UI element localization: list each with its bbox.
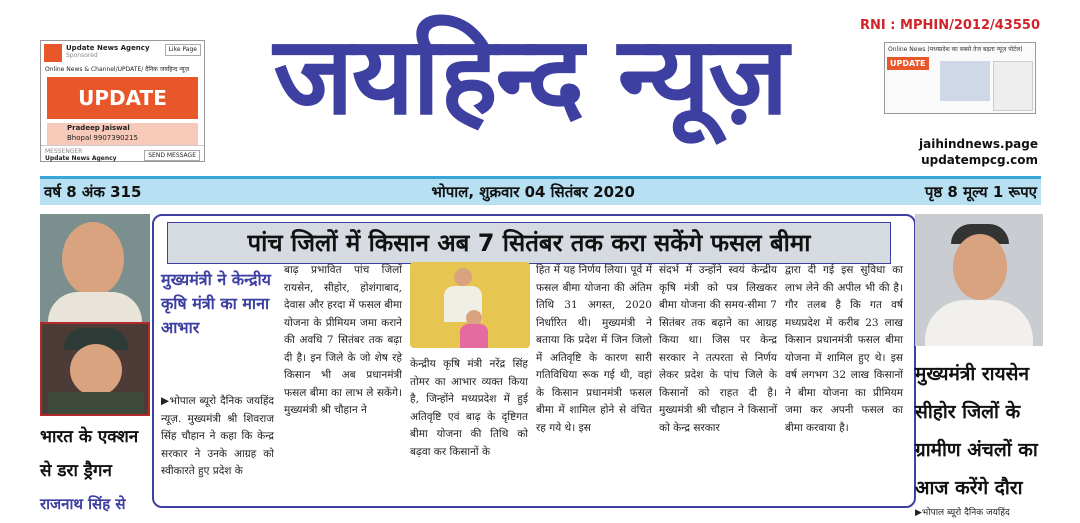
- photo-general: [40, 322, 150, 416]
- child-shape: [460, 324, 488, 348]
- rni-number: RNI : MPHIN/2012/43550: [860, 18, 1040, 33]
- shirt-shape: [925, 300, 1033, 346]
- article-subhead: मुख्यमंत्री ने केन्द्रीय कृषि मंत्री का माना आभार: [161, 270, 271, 337]
- article-lead: ▶भोपाल ब्यूरो दैनिक जयहिंद न्यूज़. मुख्यमंत्री श्री शिवराज सिंह चौहान ने कहा कि केन्द्र सरकार ने उनके आग्रह को स्वीकारते हुए प्रदेश के: [161, 395, 274, 477]
- article-headline[interactable]: पांच जिलों में किसान अब 7 सितंबर तक करा सकेंगे फसल बीमा: [167, 222, 891, 264]
- contact-name: Pradeep Jaiswal: [67, 124, 130, 132]
- face-icon: [454, 268, 472, 286]
- issue-number: वर्ष 8 अंक 315: [44, 183, 142, 201]
- ad-contact: [47, 123, 198, 145]
- article-column-3: केन्द्रीय कृषि मंत्री नरेंद्र सिंह तोमर का आभार व्यक्त किया है, जिन्होंने मध्यप्रदेश में हुई अतिवृष्टि एवं बाढ़ के दृष्टिगत बीमा योजना की तिथि को बढ़वा कर किसानों के: [410, 358, 528, 458]
- like-page-button[interactable]: Like Page: [165, 44, 201, 56]
- messenger-label: MESSENGER: [45, 148, 83, 155]
- ad-agency-name: Update News Agency: [66, 44, 150, 52]
- page-price: पृष्ठ 8 मूल्य 1 रूपए: [924, 183, 1037, 201]
- site-link-1[interactable]: jaihindnews.page: [919, 137, 1038, 151]
- uniform-shape: [48, 392, 144, 414]
- face-icon: [953, 234, 1007, 300]
- masthead-title: जयहिन्द न्यूज़: [273, 14, 787, 139]
- face-icon: [62, 222, 124, 296]
- photo-chief-minister: [915, 214, 1043, 346]
- suit-shape: [48, 292, 142, 322]
- contact-line: Bhopal 9907390215: [67, 134, 138, 142]
- send-message-button[interactable]: SEND MESSAGE: [144, 150, 200, 161]
- article-column-4: हित में यह निर्णय लिया। पूर्व में फसल बीमा योजना की अंतिम तिथि 31 अगस्त, 2020 निर्धारित थी। मुख्यमंत्री ने बताया कि प्रदेश में जिन जिलो में अतिवृष्टि के कारण सारी गतिविधिया रूक गई थी, वहां के किसान प्रधानमंत्री फसल बीमा में शामिल होने से वंचित रह गये थे। इस: [536, 264, 652, 434]
- face-icon: [70, 344, 122, 396]
- farmer-family-illustration: [410, 262, 530, 348]
- mini-ad-text: Online News (मध्यप्रदेश का सबसे तेज बढ़ता न्यूज़ पोर्टल): [888, 46, 1023, 53]
- mini-ad-image: [940, 61, 990, 101]
- website-links: [880, 136, 1038, 168]
- article-column-2: बाढ़ प्रभावित पांच जिलों रायसेन, सीहोर, होशंगाबाद, देवास और हरदा में फसल बीमा योजना के प्रीमियम जमा कराने की अवधि 7 सितंबर तक बढ़ा दी है। इन जिले के जो शेष रहे किसान भी अब प्रधानमंत्री फसल बीमा का लाभ ले सकेंगे। मुख्यमंत्री श्री चौहान ने: [284, 264, 402, 416]
- dateline-band: [40, 176, 1041, 205]
- site-link-2[interactable]: updatempcg.com: [921, 153, 1038, 167]
- footer-agency: Update News Agency: [45, 155, 117, 162]
- ad-banner[interactable]: [47, 77, 198, 119]
- right-story-headline[interactable]: मुख्यमंत्री रायसेन सीहोर जिलों के ग्रामीण अंचलों का आज करेंगे दौरा: [915, 363, 1038, 499]
- mini-ad-column: [993, 61, 1033, 111]
- left-heading-3: राजनाथ सिंह से: [40, 495, 126, 513]
- mini-ad-badge: UPDATE: [887, 57, 929, 70]
- left-heading-2: से डरा ड्रैगन: [40, 461, 112, 481]
- facebook-ad[interactable]: [40, 40, 205, 162]
- ad-footer: [41, 145, 204, 164]
- mini-ad[interactable]: [884, 42, 1036, 114]
- ad-sponsored: Sponsored: [66, 52, 98, 59]
- ad-header: [41, 41, 204, 65]
- agency-logo-icon: [44, 44, 62, 62]
- article-column-5: संदर्भ में उन्होंने स्वयं केन्द्रीय कृषि मंत्री को पत्र लिखकर बीमा योजना की समय-सीमा 7 सितंबर तक बढ़ाने का आग्रह किया था। जिस पर केन्द्र सरकार ने तत्परता से निर्णय लेकर प्रदेश के पांच जिले के किसानों को राहत दी है। मुख्यमंत्री श्री चौहान ने किसानों को केन्द्र सरकार: [659, 264, 777, 434]
- ad-banner-text: UPDATE: [78, 86, 167, 110]
- ad-tagline: Online News & Channel/UPDATE/ दैनिक जयहिन्द न्यूज़: [45, 66, 190, 73]
- left-heading-1: भारत के एक्शन: [40, 427, 139, 447]
- photo-rajnath: [40, 214, 150, 322]
- date-place: भोपाल, शुक्रवार 04 सितंबर 2020: [431, 183, 635, 201]
- article-column-6: द्वारा दी गई इस सुविधा का लाभ लेने की अपील भी की है। गौर तलब है कि गत वर्ष मध्यप्रदेश में करीब 23 लाख किसान प्रधानमंत्री फसल बीमा योजना में शामिल हुए थे। इस वर्ष लगभग 32 लाख किसानों ने बीमा योजना का प्रीमियम जमा कर अपनी फसल का बीमा करवाया है।: [785, 264, 903, 434]
- right-story-byline: ▶भोपाल ब्यूरो दैनिक जयहिंद: [915, 508, 1010, 518]
